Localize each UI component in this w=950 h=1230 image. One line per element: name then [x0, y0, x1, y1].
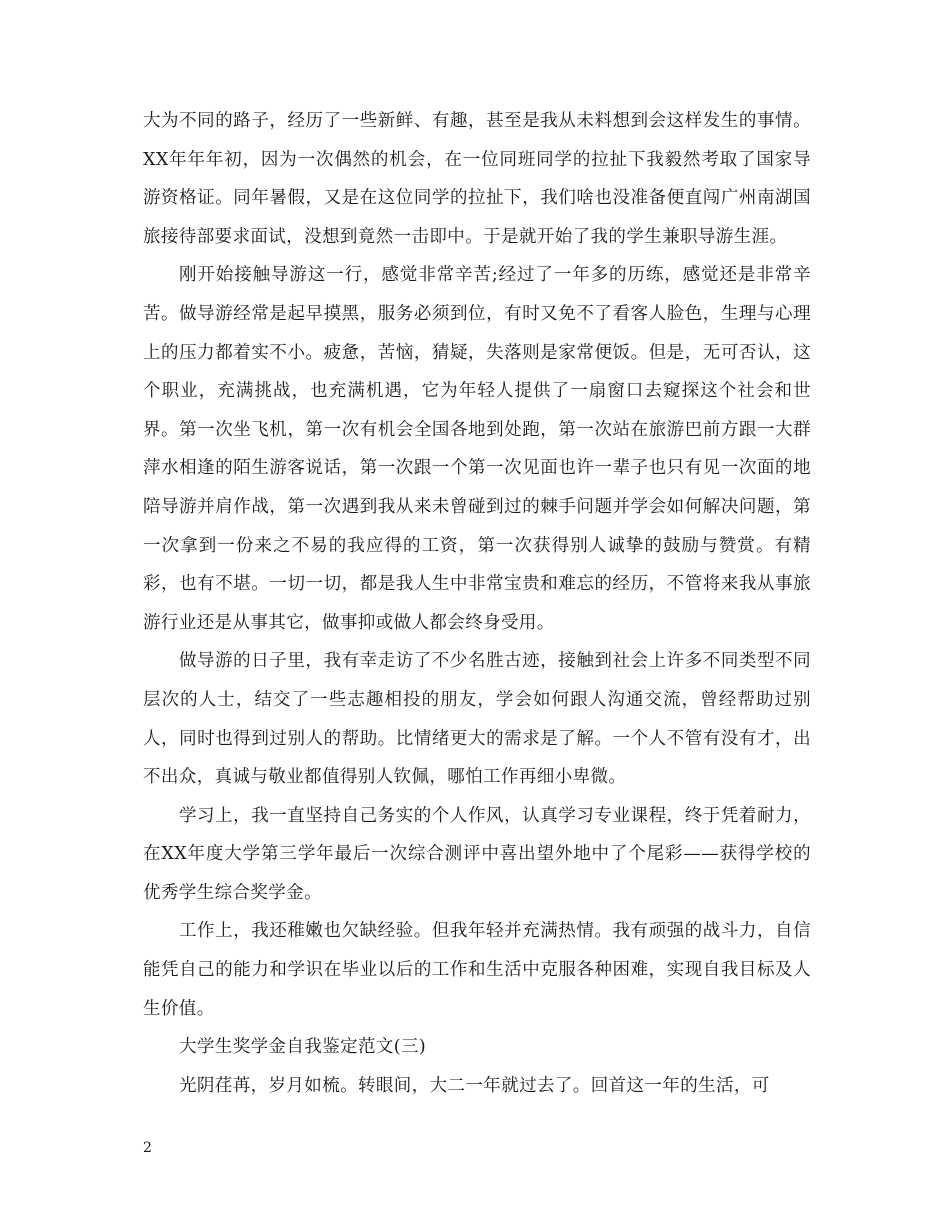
- paragraph-4: 学习上，我一直坚持自己务实的个人作风，认真学习专业课程，终于凭着耐力，在XX年度大学第三学年最后一次综合测评中喜出望外地中了个尾彩——获得学校的优秀学生综合奖学金。: [143, 805, 811, 903]
- document-body: [143, 102, 811, 1105]
- paragraph-2: 刚开始接触导游这一行，感觉非常辛苦;经过了一年多的历练，感觉还是非常辛苦。做导游经常是起早摸黑，服务必须到位，有时又免不了看客人脸色，生理与心理上的压力都着实不小。疲惫，苦恼，猜疑，失落则是家常便饭。但是，无可否认，这个职业，充满挑战，也充满机遇，它为年轻人提供了一扇窗口去窥探这个社会和世界。第一次坐飞机，第一次有机会全国各地到处跑，第一次站在旅游巴前方跟一大群萍水相逢的陌生游客说话，第一次跟一个第一次见面也许一辈子也只有见一次面的地陪导游并肩作战，第一次遇到我从来未曾碰到过的棘手问题并学会如何解决问题，第一次拿到一份来之不易的我应得的工资，第一次获得别人诚挚的鼓励与赞赏。有精彩，也有不堪。一切一切，都是我人生中非常宝贵和难忘的经历，不管将来我从事旅游行业还是从事其它，做事抑或做人都会终身受用。: [143, 265, 811, 633]
- paragraph-3: 做导游的日子里，我有幸走访了不少名胜古迹，接触到社会上许多不同类型不同层次的人士，结交了一些志趣相投的朋友，学会如何跟人沟通交流，曾经帮助过别人，同时也得到过别人的帮助。比情绪更大的需求是了解。一个人不管有没有才，出不出众，真诚与敬业都值得别人钦佩，哪怕工作再细小卑微。: [143, 651, 811, 788]
- page-number: 2: [143, 1140, 152, 1156]
- paragraph-5: 工作上，我还稚嫩也欠缺经验。但我年轻并充满热情。我有顽强的战斗力，自信能凭自己的能力和学识在毕业以后的工作和生活中克服各种困难，实现自我目标及人生价值。: [143, 921, 811, 1019]
- paragraph-1: 大为不同的路子，经历了一些新鲜、有趣，甚至是我从未料想到会这样发生的事情。XX年年年初，因为一次偶然的机会，在一位同班同学的拉扯下我毅然考取了国家导游资格证。同年暑假，又是在这位同学的拉扯下，我们啥也没准备便直闯广州南湖国旅接待部要求面试，没想到竟然一击即中。于是就开始了我的学生兼职导游生涯。: [143, 111, 811, 247]
- section-heading: 大学生奖学金自我鉴定范文(三): [179, 1037, 427, 1058]
- paragraph-7: 光阴荏苒，岁月如梳。转眼间，大二一年就过去了。回首这一年的生活，可: [179, 1075, 770, 1096]
